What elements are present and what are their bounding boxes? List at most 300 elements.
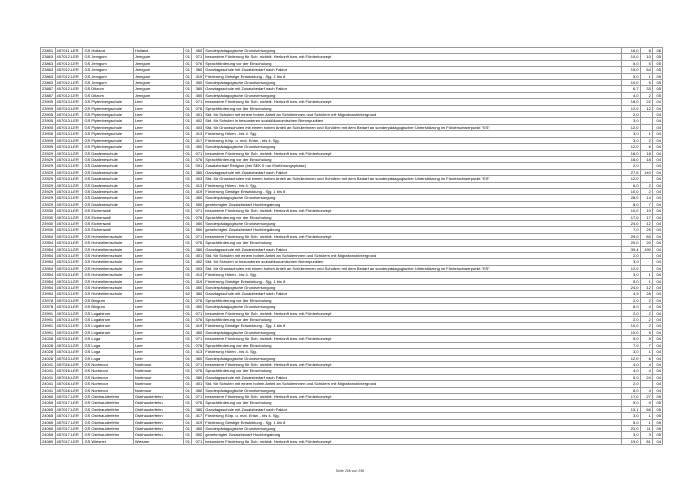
- school-name-cell: GS Jemgum: [83, 80, 133, 86]
- measure-code-cell: 071: [191, 393, 203, 399]
- measure-code-cell: 450: [191, 92, 203, 98]
- type-code-cell: 01: [185, 60, 190, 66]
- school-number-cell: 23954: [42, 265, 54, 271]
- district-cell: 457013.LER: [55, 246, 83, 252]
- region-code-cell: 04: [652, 150, 662, 156]
- count-cell: 4: [640, 387, 652, 393]
- measure-description-cell: Förderung Geistige Entwicklung - Sjg. 1 bis 8: [204, 188, 621, 194]
- school-number-cell: 24065: [42, 406, 54, 412]
- measure-code-cell: 450: [191, 195, 203, 201]
- district-cell: 457013.LER: [55, 291, 83, 297]
- district-cell: 457013.LER: [55, 240, 83, 246]
- district-cell: 457017.LER: [55, 393, 83, 399]
- district-cell: 457013.LER: [55, 285, 83, 291]
- school-name-cell: GS Ostrhauderfehn: [83, 393, 133, 399]
- hours-cell: 2,0: [621, 297, 640, 303]
- hours-cell: 28,0: [621, 195, 640, 201]
- municipality-cell: Nortmoor: [133, 361, 183, 367]
- measure-description-cell: Sonderpädagogische Grundversorgung: [204, 48, 621, 54]
- count-cell: 25: [640, 227, 652, 233]
- hours-cell: 2,0: [621, 112, 640, 118]
- district-cell: 457017.LER: [55, 413, 83, 419]
- region-code-cell: 04: [652, 329, 662, 335]
- type-code-cell: 01: [185, 368, 190, 374]
- school-name-cell: GS Wiesner: [83, 438, 133, 444]
- measure-code-cell: 071: [191, 208, 203, 214]
- measure-description-cell: Sonderpädagogische Grundversorgung: [204, 92, 621, 98]
- measure-description-cell: Ganztagsschule mit Zusatzbedarf nach Faktor: [204, 291, 621, 297]
- district-cell: 457012.LER: [55, 80, 83, 86]
- school-number-cell: 24065: [42, 393, 54, 399]
- school-number-cell: 23991: [42, 323, 54, 329]
- measure-description-cell: Sonderpädagogische Grundversorgung: [204, 144, 621, 150]
- measure-code-cell: 450: [191, 285, 203, 291]
- school-number-cell: 23930: [42, 227, 54, 233]
- hours-cell: 9,0: [621, 400, 640, 406]
- measure-description-cell: Förderung Körp. u. mot. Entw. - bis 4. Sjg.: [204, 413, 621, 419]
- municipality-cell: Leer: [133, 291, 183, 297]
- hours-cell: 2,0: [621, 253, 640, 259]
- measure-description-cell: Ganztagsschule mit Zusatzbedarf nach Faktor: [204, 169, 621, 175]
- municipality-cell: Nortmoor: [133, 368, 183, 374]
- hours-cell: 10,0: [621, 208, 640, 214]
- type-code-cell: 01: [185, 329, 190, 335]
- district-cell: 457013.LER: [55, 188, 83, 194]
- municipality-cell: Leer: [133, 265, 183, 271]
- count-cell: 22: [640, 99, 652, 105]
- school-name-cell: GS Plytenbergschule: [83, 124, 133, 130]
- municipality-cell: Nortmoor: [133, 387, 183, 393]
- hours-cell: 7,0: [621, 342, 640, 348]
- school-number-cell: 23954: [42, 246, 54, 252]
- type-code-cell: 01: [185, 349, 190, 355]
- type-code-cell: 01: [185, 99, 190, 105]
- school-number-cell: 23905: [42, 144, 54, 150]
- school-name-cell: GS Holland: [83, 48, 133, 54]
- measure-description-cell: Förderung Hören - bis 4. Sjg.: [204, 182, 621, 188]
- district-cell: 457016.LER: [55, 368, 83, 374]
- school-name-cell: GS Eichenwall: [83, 227, 133, 233]
- type-code-cell: 01: [185, 361, 190, 367]
- region-code-cell: 04: [652, 112, 662, 118]
- school-number-cell: 24089: [42, 438, 54, 444]
- measure-code-cell: 076: [191, 214, 203, 220]
- school-number-cell: 23887: [42, 86, 54, 92]
- count-cell: 2: [640, 137, 652, 143]
- count-cell: 5: [640, 60, 652, 66]
- count-cell: 2: [640, 182, 652, 188]
- municipality-cell: Leer: [133, 208, 183, 214]
- municipality-cell: Leer: [133, 336, 183, 342]
- school-name-cell: GS Nortmoor: [83, 361, 133, 367]
- type-code-cell: 01: [185, 265, 190, 271]
- count-cell: 12: [640, 285, 652, 291]
- measure-description-cell: Zusatzbedarf Religion (bei SEK II nur Einführungsphase): [204, 163, 621, 169]
- hours-cell: 12,0: [621, 176, 640, 182]
- measure-description-cell: Ganztagsschule mit Zusatzbedarf nach Faktor: [204, 86, 621, 92]
- type-code-cell: 01: [185, 118, 190, 124]
- count-cell: 83: [640, 233, 652, 239]
- hours-cell: 5,0: [621, 336, 640, 342]
- school-number-cell: 23930: [42, 208, 54, 214]
- municipality-cell: Holland: [133, 48, 183, 54]
- measure-description-cell: Förderung Hören - bis 4. Sjg.: [204, 349, 621, 355]
- district-cell: 457017.LER: [55, 432, 83, 438]
- municipality-cell: Leer: [133, 297, 183, 303]
- type-code-cell: 01: [185, 323, 190, 329]
- hours-cell: 7,0: [621, 227, 640, 233]
- measure-code-cell: 401: [191, 112, 203, 118]
- municipality-cell: Leer: [133, 169, 183, 175]
- measure-description-cell: genehmigter Zusatzbedarf Hochbegabung: [204, 227, 621, 233]
- measure-code-cell: 413: [191, 182, 203, 188]
- hours-cell: 6,7: [621, 86, 640, 92]
- measure-description-cell: Förderung Körp. u. mot. Entw. - bis 4. Sjg.: [204, 137, 621, 143]
- hours-cell: 12,0: [621, 124, 640, 130]
- municipality-cell: Jemgum: [133, 54, 183, 60]
- district-cell: 457013.LER: [55, 112, 83, 118]
- type-code-cell: 01: [185, 393, 190, 399]
- hours-cell: 4,0: [621, 361, 640, 367]
- school-name-cell: GS Hoheellernschule: [83, 285, 133, 291]
- type-code-cell: 01: [185, 406, 190, 412]
- measure-description-cell: besondere Förderung für Sch. nichtdt. Herkunft bzw. mit Förderkonzept: [204, 208, 621, 214]
- district-cell: 457017.LER: [55, 406, 83, 412]
- region-code-cell: 04: [652, 220, 662, 226]
- school-number-cell: 24041: [42, 361, 54, 367]
- type-code-cell: 01: [185, 227, 190, 233]
- school-number-cell: 23954: [42, 253, 54, 258]
- school-number-cell: 23954: [42, 272, 54, 278]
- municipality-cell: Jemgum: [133, 73, 183, 79]
- count-cell: 7: [640, 201, 652, 207]
- count-cell: 2: [640, 310, 652, 316]
- measure-description-cell: Sonderpädagogische Grundversorgung: [204, 387, 621, 393]
- district-cell: 457013.LER: [55, 336, 83, 342]
- type-code-cell: 01: [185, 438, 190, 444]
- school-number-cell: 23905: [42, 105, 54, 111]
- measure-description-cell: Sprachförderung vor der Einschulung: [204, 156, 621, 162]
- school-name-cell: GS Loga: [83, 342, 133, 348]
- hours-cell: 5,0: [621, 419, 640, 425]
- school-name-cell: GS Ostrhauderfehn: [83, 406, 133, 412]
- region-code-cell: 04: [652, 105, 662, 111]
- school-name-cell: GS Jemgum: [83, 54, 133, 60]
- region-code-cell: 04: [652, 99, 662, 105]
- measure-code-cell: 450: [191, 387, 203, 393]
- hours-cell: 10,0: [621, 80, 640, 86]
- measure-description-cell: Sonderpädagogische Grundversorgung: [204, 220, 621, 226]
- school-number-cell: 23954: [42, 291, 54, 297]
- hours-cell: 17,0: [621, 393, 640, 399]
- district-cell: 457017.LER: [55, 438, 83, 444]
- measure-description-cell: Sprachförderung vor der Einschulung: [204, 297, 621, 303]
- region-code-cell: 04: [652, 304, 662, 310]
- municipality-cell: Jemgum: [133, 60, 183, 66]
- type-code-cell: 01: [185, 182, 190, 188]
- measure-code-cell: 950: [191, 201, 203, 207]
- measure-code-cell: 450: [191, 355, 203, 361]
- municipality-cell: Ostrhauderfehn: [133, 413, 183, 419]
- district-cell: 457012.LER: [55, 86, 83, 92]
- measure-code-cell: 403: [191, 176, 203, 182]
- district-cell: 457011.LER: [55, 48, 83, 54]
- region-code-cell: 05: [652, 60, 662, 66]
- region-code-cell: 04: [652, 438, 662, 444]
- hours-cell: 4,0: [621, 92, 640, 98]
- region-code-cell: 04: [652, 387, 662, 393]
- count-cell: 2: [640, 297, 652, 303]
- school-name-cell: GS Ostrhauderfehn: [83, 400, 133, 406]
- municipality-cell: Leer: [133, 240, 183, 246]
- measure-code-cell: 380: [191, 374, 203, 380]
- type-code-cell: 01: [185, 220, 190, 226]
- municipality-cell: Leer: [133, 317, 183, 323]
- school-number-cell: 23905: [42, 112, 54, 118]
- municipality-cell: Leer: [133, 118, 183, 124]
- table-row: [41, 438, 663, 444]
- municipality-cell: Ostrhauderfehn: [133, 432, 183, 438]
- school-name-cell: GS Daaleneschule: [83, 195, 133, 201]
- district-cell: 457016.LER: [55, 387, 83, 393]
- district-cell: 457013.LER: [55, 182, 83, 188]
- measure-description-cell: Std. für Schulen mit einem hohen Anteil an Schülerinnen und Schülern mit Migrationshintergrund: [204, 381, 621, 387]
- municipality-cell: Ostrhauderfehn: [133, 400, 183, 406]
- school-number-cell: 23991: [42, 329, 54, 335]
- region-code-cell: 04: [652, 291, 662, 297]
- school-name-cell: GS Logabirum: [83, 317, 133, 323]
- count-cell: 6: [640, 144, 652, 150]
- school-name-cell: GS Hoheellernschule: [83, 259, 133, 265]
- school-name-cell: GS Eichenwall: [83, 220, 133, 226]
- measure-code-cell: 450: [191, 144, 203, 150]
- hours-cell: 24,0: [621, 220, 640, 226]
- type-code-cell: 01: [185, 131, 190, 137]
- district-cell: 457016.LER: [55, 361, 83, 367]
- hours-cell: 12,0: [621, 144, 640, 150]
- count-cell: 20: [640, 240, 652, 246]
- hours-cell: 2,0: [621, 163, 640, 169]
- school-number-cell: 23929: [42, 150, 54, 156]
- count-cell: 6: [640, 355, 652, 361]
- measure-description-cell: Ganztagsschule mit Zusatzbedarf nach Faktor: [204, 67, 621, 73]
- district-cell: 457013.LER: [55, 176, 83, 182]
- count-cell: 10: [640, 54, 652, 60]
- measure-description-cell: besondere Förderung für Sch. nichtdt. Herkunft bzw. mit Förderkonzept: [204, 438, 621, 444]
- school-number-cell: 24041: [42, 387, 54, 393]
- count-cell: 1: [640, 131, 652, 137]
- measure-description-cell: Sonderpädagogische Grundversorgung: [204, 195, 621, 201]
- district-cell: 457016.LER: [55, 381, 83, 387]
- count-cell: 14: [640, 195, 652, 201]
- hours-cell: 3,0: [621, 118, 640, 124]
- measure-code-cell: 403: [191, 265, 203, 271]
- type-code-cell: 01: [185, 156, 190, 162]
- district-cell: 457013.LER: [55, 195, 83, 201]
- hours-cell: 2,0: [621, 381, 640, 387]
- type-code-cell: 01: [185, 387, 190, 393]
- measure-description-cell: Ganztagsschule mit Zusatzbedarf nach Faktor: [204, 374, 621, 380]
- school-number-cell: 24065: [42, 432, 54, 438]
- school-number-cell: 23929: [42, 156, 54, 162]
- hours-cell: 10,0: [621, 323, 640, 329]
- hours-cell: 4,9: [621, 291, 640, 297]
- district-cell: 457012.LER: [55, 67, 83, 73]
- district-cell: 457016.LER: [55, 374, 83, 380]
- measure-description-cell: Ganztagsschule mit Zusatzbedarf nach Faktor: [204, 246, 621, 252]
- measure-code-cell: 076: [191, 240, 203, 246]
- type-code-cell: 01: [185, 195, 190, 201]
- region-code-cell: 04: [652, 227, 662, 233]
- hours-cell: 18,0: [621, 150, 640, 156]
- count-cell: 18: [640, 156, 652, 162]
- hours-cell: 10,0: [621, 329, 640, 335]
- district-cell: 457013.LER: [55, 118, 83, 124]
- hours-cell: 12,0: [621, 265, 640, 271]
- region-code-cell: 04: [652, 233, 662, 239]
- district-cell: 457013.LER: [55, 131, 83, 137]
- measure-code-cell: 076: [191, 400, 203, 406]
- district-cell: 457013.LER: [55, 137, 83, 143]
- district-cell: 457013.LER: [55, 124, 83, 130]
- count-cell: 12: [640, 220, 652, 226]
- table-body: [41, 48, 663, 445]
- municipality-cell: Ostrhauderfehn: [133, 419, 183, 425]
- type-code-cell: 01: [185, 233, 190, 239]
- region-code-cell: 04: [652, 163, 662, 169]
- measure-description-cell: Std. für Schulen mit einem hohen Anteil an Schülerinnen und Schülern mit Migrationshintergrund: [204, 253, 621, 259]
- municipality-cell: Leer: [133, 131, 183, 137]
- school-number-cell: 23978: [42, 297, 54, 303]
- region-code-cell: 04: [652, 253, 662, 259]
- measure-code-cell: 950: [191, 227, 203, 233]
- hours-cell: 5,0: [621, 278, 640, 284]
- school-number-cell: 23930: [42, 220, 54, 226]
- measure-code-cell: 419: [191, 278, 203, 284]
- region-code-cell: 04: [652, 259, 662, 265]
- count-cell: 11: [640, 425, 652, 431]
- hours-cell: 29,0: [621, 233, 640, 239]
- region-code-cell: 05: [652, 432, 662, 438]
- measure-code-cell: 450: [191, 304, 203, 310]
- district-cell: 457013.LER: [55, 278, 83, 284]
- region-code-cell: 04: [652, 323, 662, 329]
- municipality-cell: Leer: [133, 349, 183, 355]
- count-cell: 64: [640, 67, 652, 73]
- district-cell: 457013.LER: [55, 201, 83, 207]
- type-code-cell: 01: [185, 246, 190, 252]
- school-number-cell: 23954: [42, 278, 54, 284]
- school-name-cell: GS Daaleneschule: [83, 163, 133, 169]
- count-cell: 3: [640, 432, 652, 438]
- school-name-cell: GS Jemgum: [83, 67, 133, 73]
- school-name-cell: GS Logabirum: [83, 310, 133, 316]
- school-name-cell: GS Ditzum: [83, 86, 133, 92]
- measure-description-cell: Sonderpädagogische Grundversorgung: [204, 355, 621, 361]
- count-cell: 1: [640, 413, 652, 419]
- school-number-cell: 23929: [42, 169, 54, 175]
- school-name-cell: GS Hoheellernschule: [83, 278, 133, 284]
- hours-cell: 10,0: [621, 54, 640, 60]
- measure-description-cell: besondere Förderung für Sch. nichtdt. Herkunft bzw. mit Förderkonzept: [204, 393, 621, 399]
- region-code-cell: 04: [652, 317, 662, 323]
- municipality-cell: Leer: [133, 285, 183, 291]
- measure-description-cell: genehmigter Zusatzbedarf Hochbegabung: [204, 201, 621, 207]
- measure-description-cell: Förderung Hören - bis 4. Sjg.: [204, 131, 621, 137]
- municipality-cell: Leer: [133, 150, 183, 156]
- hours-cell: 39,4: [621, 246, 640, 252]
- hours-cell: 3,0: [621, 413, 640, 419]
- municipality-cell: Leer: [133, 195, 183, 201]
- measure-description-cell: Sonderpädagogische Grundversorgung: [204, 304, 621, 310]
- district-cell: 457012.LER: [55, 92, 83, 98]
- school-name-cell: GS Ditzum: [83, 92, 133, 98]
- school-number-cell: 24028: [42, 336, 54, 342]
- school-name-cell: GS Hoheellernschule: [83, 253, 133, 259]
- municipality-cell: Leer: [133, 355, 183, 361]
- measure-code-cell: 450: [191, 80, 203, 86]
- school-name-cell: GS Hoheellernschule: [83, 272, 133, 278]
- municipality-cell: Leer: [133, 342, 183, 348]
- hours-cell: 19,0: [621, 438, 640, 444]
- measure-code-cell: 071: [191, 336, 203, 342]
- district-cell: 457013.LER: [55, 105, 83, 111]
- municipality-cell: Leer: [133, 124, 183, 130]
- type-code-cell: 01: [185, 381, 190, 387]
- measure-description-cell: Sonderpädagogische Grundversorgung: [204, 80, 621, 86]
- measure-description-cell: besondere Förderung für Sch. nichtdt. Herkunft bzw. mit Förderkonzept: [204, 361, 621, 367]
- school-name-cell: GS Hoheellernschule: [83, 291, 133, 297]
- school-number-cell: 24028: [42, 349, 54, 355]
- school-name-cell: GS Jemgum: [83, 60, 133, 66]
- region-code-cell: 05: [652, 92, 662, 98]
- count-cell: 27: [640, 393, 652, 399]
- measure-description-cell: Std. für Schulen in besonderen sozialökonomischen Brennpunkten: [204, 259, 621, 265]
- measure-code-cell: 419: [191, 73, 203, 79]
- measure-code-cell: 091: [191, 163, 203, 169]
- school-name-cell: GS Eichenwall: [83, 208, 133, 214]
- count-cell: 81: [640, 438, 652, 444]
- type-code-cell: 01: [185, 413, 190, 419]
- school-number-cell: 23863: [42, 54, 54, 60]
- school-number-cell: 23929: [42, 176, 54, 182]
- municipality-cell: Leer: [133, 156, 183, 162]
- region-code-cell: 04: [652, 188, 662, 194]
- school-number-cell: 24065: [42, 413, 54, 419]
- school-name-cell: GS Daaleneschule: [83, 156, 133, 162]
- school-number-cell: 23863: [42, 73, 54, 79]
- count-cell: 33: [640, 86, 652, 92]
- type-code-cell: 01: [185, 432, 190, 438]
- municipality-cell: Leer: [133, 304, 183, 310]
- type-code-cell: 01: [185, 214, 190, 220]
- district-cell: 457013.LER: [55, 233, 83, 239]
- type-code-cell: 01: [185, 86, 190, 92]
- measure-description-cell: besondere Förderung für Sch. nichtdt. Herkunft bzw. mit Förderkonzept: [204, 54, 621, 60]
- district-cell: 457012.LER: [55, 54, 83, 60]
- count-cell: 140: [640, 169, 652, 175]
- municipality-cell: Jemgum: [133, 92, 183, 98]
- hours-cell: 12,0: [621, 105, 640, 111]
- school-name-cell: GS Logabirum: [83, 323, 133, 329]
- measure-description-cell: Std. für Schulen mit einem hohen Anteil an Schülerinnen und Schülern mit Migrationshintergrund: [204, 112, 621, 118]
- type-code-cell: 01: [185, 342, 190, 348]
- measure-code-cell: 403: [191, 124, 203, 130]
- count-cell: 5: [640, 336, 652, 342]
- type-code-cell: 01: [185, 304, 190, 310]
- measure-description-cell: Std. für Grundschulen mit einem hohen Anteil an Schülerinnen und Schülern mit dem Bedarf an sonderpädagogischer Unterstützung im Förderschwerpunkt "ES": [204, 124, 621, 130]
- district-cell: 457013.LER: [55, 156, 83, 162]
